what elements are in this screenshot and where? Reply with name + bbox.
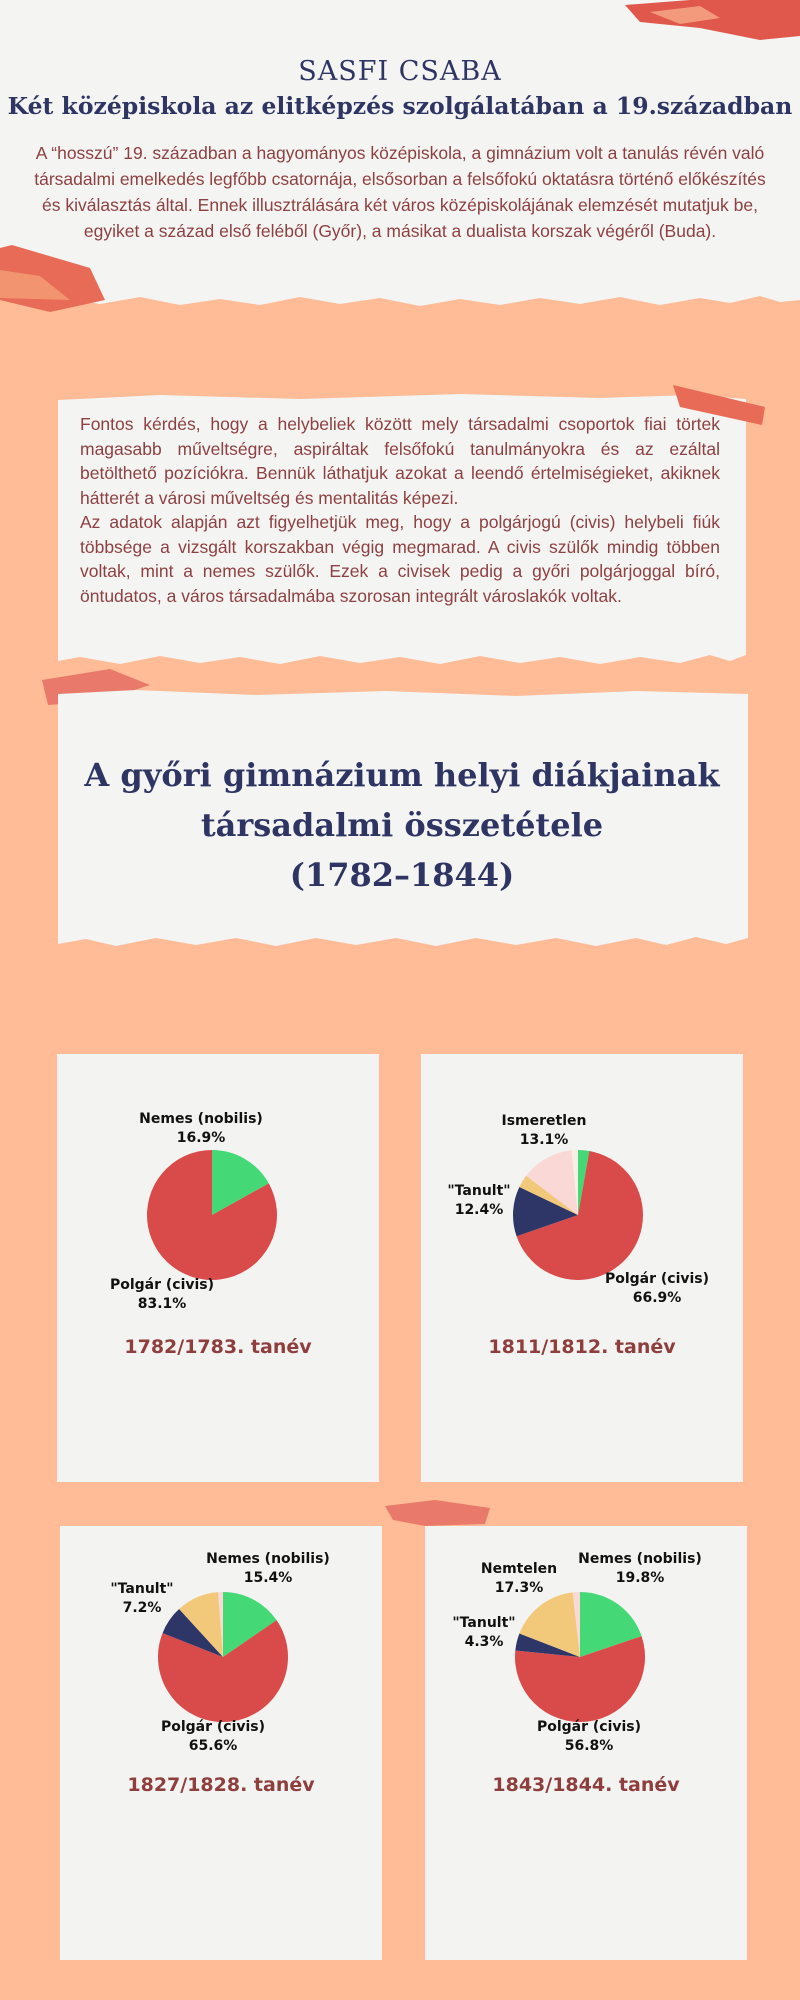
pie-chart-1811 (513, 1150, 643, 1280)
slice-value: 4.3% (464, 1634, 504, 1650)
slice-label (578, 1550, 702, 1588)
section-title-line: (1782–1844) (289, 856, 515, 894)
slice-value: 66.9% (632, 1290, 682, 1306)
slice-value: 12.4% (454, 1202, 504, 1218)
slice-label (110, 1276, 214, 1314)
body-text (80, 412, 720, 608)
chart-card-1827 (60, 1526, 382, 1960)
slice-name: Polgár (civis) (536, 1719, 642, 1735)
slice-label (206, 1550, 330, 1588)
chart-year-title: 1843/1844. tanév (492, 1774, 680, 1796)
slice-label (502, 1112, 587, 1150)
pie-chart-1782 (147, 1150, 277, 1280)
intro-text: A “hosszú” 19. században a hagyományos középiskola, a gimnázium volt a tanulás révén való társadalmi emelkedés legfőbb csatornája, elsősorban a felsőfokú oktatásra történő előkészítés és kiválasztás által. Ennek illusztrálására két város középiskolájának elemzését mutatjuk be, egyiket a század első feléből (Győr), a másikat a dualista korszak végéről (Buda). (34, 143, 766, 241)
slice-value: 17.3% (494, 1580, 544, 1596)
slice-name: Ismeretlen (501, 1113, 587, 1129)
author-name: SASFI CSABA (298, 56, 502, 87)
slice-name: Nemes (nobilis) (206, 1551, 330, 1567)
body-paragraph: Fontos kérdés, hogy a helybeliek között mely társadalmi csoportok fiai törtek magasabb műveltségre, aspiráltak felsőfokú tanulmányokra és az ezáltal betölthető pozíciókra. Bennük láthatjuk azokat a leendő értelmiségieket, akiknek hátterét a városi műveltség és mentalitás képezi. (80, 414, 720, 508)
pie-chart-1843 (515, 1592, 645, 1722)
slice-name: "Tanult" (110, 1581, 174, 1597)
slice-label (110, 1580, 173, 1618)
slice-value: 15.4% (243, 1570, 293, 1586)
slice-name: Nemes (nobilis) (578, 1551, 702, 1567)
slice-value: 7.2% (122, 1600, 162, 1616)
slice-name: "Tanult" (452, 1615, 516, 1631)
slice-label (161, 1718, 265, 1756)
page-title: Két középiskola az elitképzés szolgálatában a 19.században (7, 92, 793, 120)
slice-value: 65.6% (188, 1738, 238, 1754)
chart-card-1843 (425, 1526, 747, 1960)
slice-name: Polgár (civis) (604, 1271, 710, 1287)
slice-label (605, 1270, 709, 1308)
pie-chart-1827 (158, 1592, 288, 1722)
slice-name: "Tanult" (447, 1183, 511, 1199)
slice-label (452, 1614, 515, 1652)
slice-value: 19.8% (615, 1570, 665, 1586)
slice-value: 13.1% (519, 1132, 569, 1148)
body-paragraph: Az adatok alapján azt figyelhetjük meg, hogy a polgárjogú (civis) helybeli fiúk többsége a vizsgált korszakban végig megmarad. A civis szülők mindig többen voltak, mint a nemes szülők. Ezek a civisek pedig a győri polgárjoggal bíró, öntudatos, a város társadalmába szorosan integrált városlakók voltak. (80, 512, 720, 606)
slice-value: 83.1% (137, 1296, 187, 1312)
slice-name: Nemtelen (480, 1561, 558, 1577)
chart-card-1811 (421, 1054, 743, 1482)
slice-label (447, 1182, 510, 1220)
slice-label (139, 1110, 263, 1148)
slice-label (537, 1718, 641, 1756)
slice-value: 56.8% (564, 1738, 614, 1754)
slice-name: Polgár (civis) (109, 1277, 215, 1293)
chart-year-title: 1827/1828. tanév (127, 1774, 315, 1796)
chart-year-title: 1811/1812. tanév (488, 1336, 676, 1358)
slice-name: Nemes (nobilis) (139, 1111, 263, 1127)
slice-label (481, 1560, 557, 1598)
section-title-line: társadalmi összetétele (200, 806, 604, 844)
section-title (58, 750, 746, 900)
slice-name: Polgár (civis) (160, 1719, 266, 1735)
slice-value: 16.9% (176, 1130, 226, 1146)
chart-year-title: 1782/1783. tanév (124, 1336, 312, 1358)
chart-card-1782 (57, 1054, 379, 1482)
section-title-line: A győri gimnázium helyi diákjainak (84, 756, 720, 794)
